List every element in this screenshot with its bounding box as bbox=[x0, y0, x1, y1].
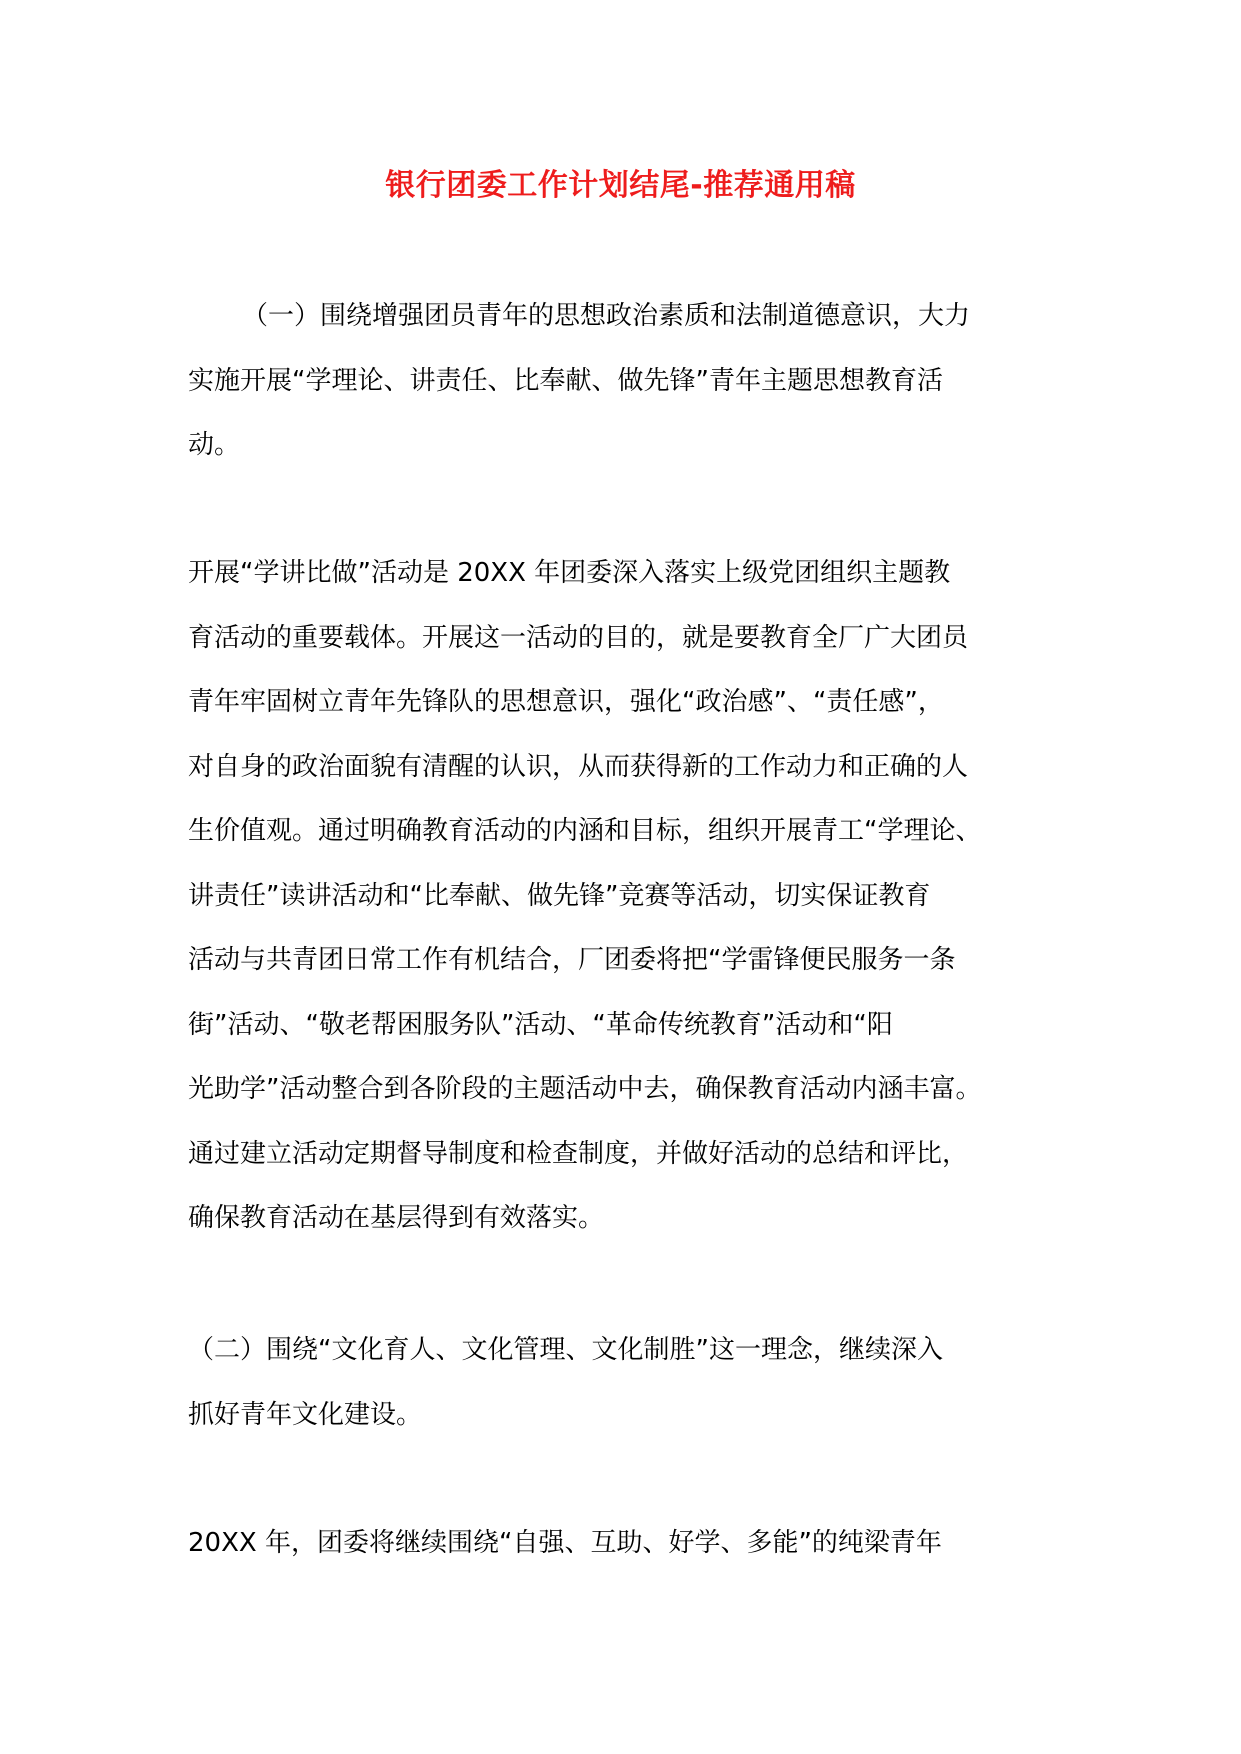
text-line: 活动与共青团日常工作有机结合，厂团委将把“学雷锋便民服务一条 bbox=[188, 945, 956, 975]
text-line: 光助学”活动整合到各阶段的主题活动中去，确保教育活动内涵丰富。 bbox=[188, 1074, 982, 1104]
paragraph-2 bbox=[188, 541, 1068, 1251]
text-line: 实施开展“学理论、讲责任、比奉献、做先锋”青年主题思想教育活 bbox=[188, 365, 943, 396]
text-line: （二）围绕“文化育人、文化管理、文化制胜”这一理念，继续深入 bbox=[188, 1335, 943, 1365]
paragraph-1 bbox=[188, 284, 1068, 478]
text-line: 动。 bbox=[188, 430, 241, 460]
paragraph-3 bbox=[188, 1318, 1068, 1447]
text-line: （一）围绕增强团员青年的思想政治素质和法制道德意识，大力 bbox=[242, 301, 971, 331]
text-line: 开展“学讲比做”活动是 20XX 年团委深入落实上级党团组织主题教 bbox=[188, 558, 951, 588]
text-line: 对自身的政治面貌有清醒的认识，从而获得新的工作动力和正确的人 bbox=[188, 751, 969, 782]
text-line: 青年牢固树立青年先锋队的思想意识，强化“政治感”、“责任感”， bbox=[188, 687, 944, 717]
text-line: 街”活动、“敬老帮困服务队”活动、“革命传统教育”活动和“阳 bbox=[188, 1009, 893, 1040]
paragraph-4 bbox=[188, 1511, 1068, 1576]
text-line: 20XX 年，团委将继续围绕“自强、互助、好学、多能”的纯梁青年 bbox=[188, 1528, 942, 1558]
text-line: 确保教育活动在基层得到有效落实。 bbox=[188, 1203, 605, 1233]
text-line: 讲责任”读讲活动和“比奉献、做先锋”竞赛等活动，切实保证教育 bbox=[188, 880, 931, 911]
text-line: 育活动的重要载体。开展这一活动的目的，就是要教育全厂广大团员 bbox=[188, 622, 969, 653]
text-line: 抓好青年文化建设。 bbox=[188, 1399, 423, 1430]
text-line: 通过建立活动定期督导制度和检查制度，并做好活动的总结和评比， bbox=[188, 1138, 969, 1169]
document-title: 银行团委工作计划结尾-推荐通用稿 bbox=[385, 168, 856, 203]
text-line: 生价值观。通过明确教育活动的内涵和目标，组织开展青工“学理论、 bbox=[188, 816, 982, 846]
